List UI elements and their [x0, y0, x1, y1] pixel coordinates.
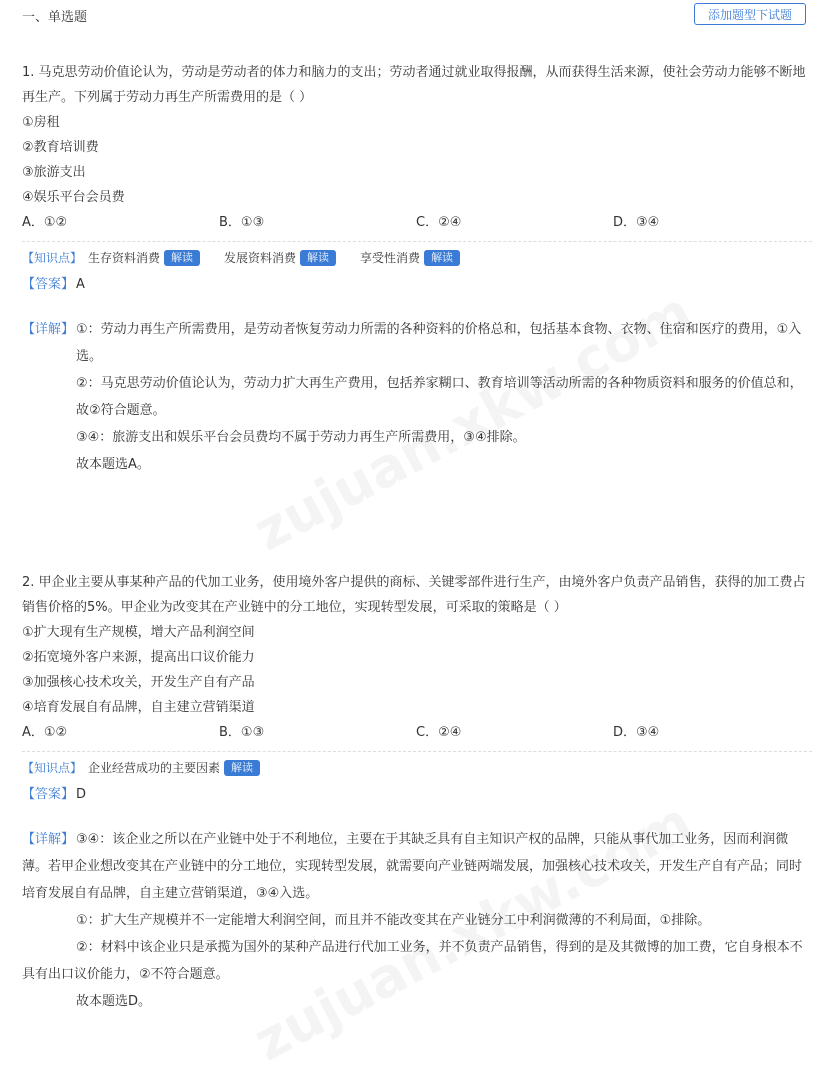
answer-row — [22, 782, 812, 808]
knowledge-point[interactable]: 发展资料消费 — [224, 251, 297, 265]
answer-tag: 【答案】 — [22, 787, 75, 802]
question-stem: 2. 甲企业主要从事某种产品的代加工业务，使用境外客户提供的商标、关键零部件进行生产，由境外客户负责产品销售，获得的加工费占销售价格的5%。甲企业为改变其在产业链中的分工地位，实现转型发展，可采取的策略是（ ） — [22, 575, 806, 615]
statement-item: ④培育发展自有品牌，自主建立营销渠道 — [22, 700, 255, 715]
answer-value: D — [76, 787, 87, 802]
detail-tag: 【详解】 — [22, 832, 75, 847]
divider — [22, 751, 812, 752]
choice-d: D．③④ — [613, 215, 660, 230]
choice-c: C．②④ — [416, 725, 462, 740]
statement-item: ③旅游支出 — [22, 165, 86, 180]
interpret-button[interactable]: 解读 — [164, 250, 200, 266]
statement-item: ①房租 — [22, 115, 60, 130]
knowledge-point[interactable]: 享受性消费 — [360, 251, 421, 265]
question-1 — [22, 60, 812, 478]
statement-item: ②拓宽境外客户来源，提高出口议价能力 — [22, 650, 255, 665]
question-2 — [22, 570, 812, 1015]
statement-item: ②教育培训费 — [22, 140, 99, 155]
add-questions-button[interactable]: 添加题型下试题 — [694, 3, 806, 25]
explanation-paragraph: 故本题选D。 — [76, 994, 152, 1009]
kp-tag: 【知识点】 — [22, 251, 83, 265]
answer-tag: 【答案】 — [22, 277, 75, 292]
interpret-button[interactable]: 解读 — [300, 250, 336, 266]
choice-d: D．③④ — [613, 725, 660, 740]
statement-item: ④娱乐平台会员费 — [22, 190, 125, 205]
explanation-paragraph: ①：劳动力再生产所需费用，是劳动者恢复劳动力所需的各种资料的价格总和，包括基本食物、衣物、住宿和医疗的费用，①入选。 — [76, 322, 802, 364]
explanation — [22, 826, 812, 1015]
choice-a: A．①② — [22, 215, 68, 230]
choice-b: B．①③ — [219, 725, 265, 740]
answer-row — [22, 272, 812, 298]
choice-a: A．①② — [22, 725, 68, 740]
detail-tag: 【详解】 — [22, 322, 75, 337]
knowledge-points — [22, 246, 812, 270]
choice-c: C．②④ — [416, 215, 462, 230]
knowledge-points — [22, 756, 812, 780]
interpret-button[interactable]: 解读 — [224, 760, 260, 776]
choice-b: B．①③ — [219, 215, 265, 230]
interpret-button[interactable]: 解读 — [424, 250, 460, 266]
statement-item: ①扩大现有生产规模，增大产品利润空间 — [22, 625, 255, 640]
explanation-paragraph: ③④：旅游支出和娱乐平台会员费均不属于劳动力再生产所需费用，③④排除。 — [76, 430, 526, 445]
answer-value: A — [76, 277, 85, 292]
section-title: 一、单选题 — [22, 10, 88, 25]
explanation-paragraph: ②：材料中该企业只是承揽为国外的某种产品进行代加工业务，并不负责产品销售，得到的是及其微博的加工费，它自身根本不具有出口议价能力，②不符合题意。 — [22, 940, 803, 982]
knowledge-point[interactable]: 生存资料消费 — [88, 251, 161, 265]
answer-choices — [22, 720, 812, 745]
divider — [22, 241, 812, 242]
explanation-paragraph: ③④：该企业之所以在产业链中处于不利地位，主要在于其缺乏具有自主知识产权的品牌，只能从事代加工业务，因而利润微薄。若甲企业想改变其在产业链中的分工地位，实现转型发展，就需要向产业链两端发展，加强核心技术攻关，开发生产自有产品；同时培育发展自有品牌，自主建立营销渠道，③④入选。 — [22, 832, 803, 901]
answer-choices — [22, 210, 812, 235]
knowledge-point[interactable]: 企业经营成功的主要因素 — [88, 761, 221, 775]
explanation — [22, 316, 812, 478]
explanation-paragraph: 故本题选A。 — [76, 457, 150, 472]
question-stem: 1. 马克思劳动价值论认为，劳动是劳动者的体力和脑力的支出；劳动者通过就业取得报酬，从而获得生活来源，使社会劳动力能够不断地再生产。下列属于劳动力再生产所需费用的是（ ） — [22, 65, 806, 105]
statement-item: ③加强核心技术攻关，开发生产自有产品 — [22, 675, 255, 690]
explanation-paragraph: ②：马克思劳动价值论认为，劳动力扩大再生产费用，包括养家糊口、教育培训等活动所需的各种物质资料和服务的价值总和，故②符合题意。 — [76, 376, 803, 418]
explanation-paragraph: ①：扩大生产规模并不一定能增大利润空间，而且并不能改变其在产业链分工中利润微薄的不利局面，①排除。 — [76, 913, 711, 928]
kp-tag: 【知识点】 — [22, 761, 83, 775]
